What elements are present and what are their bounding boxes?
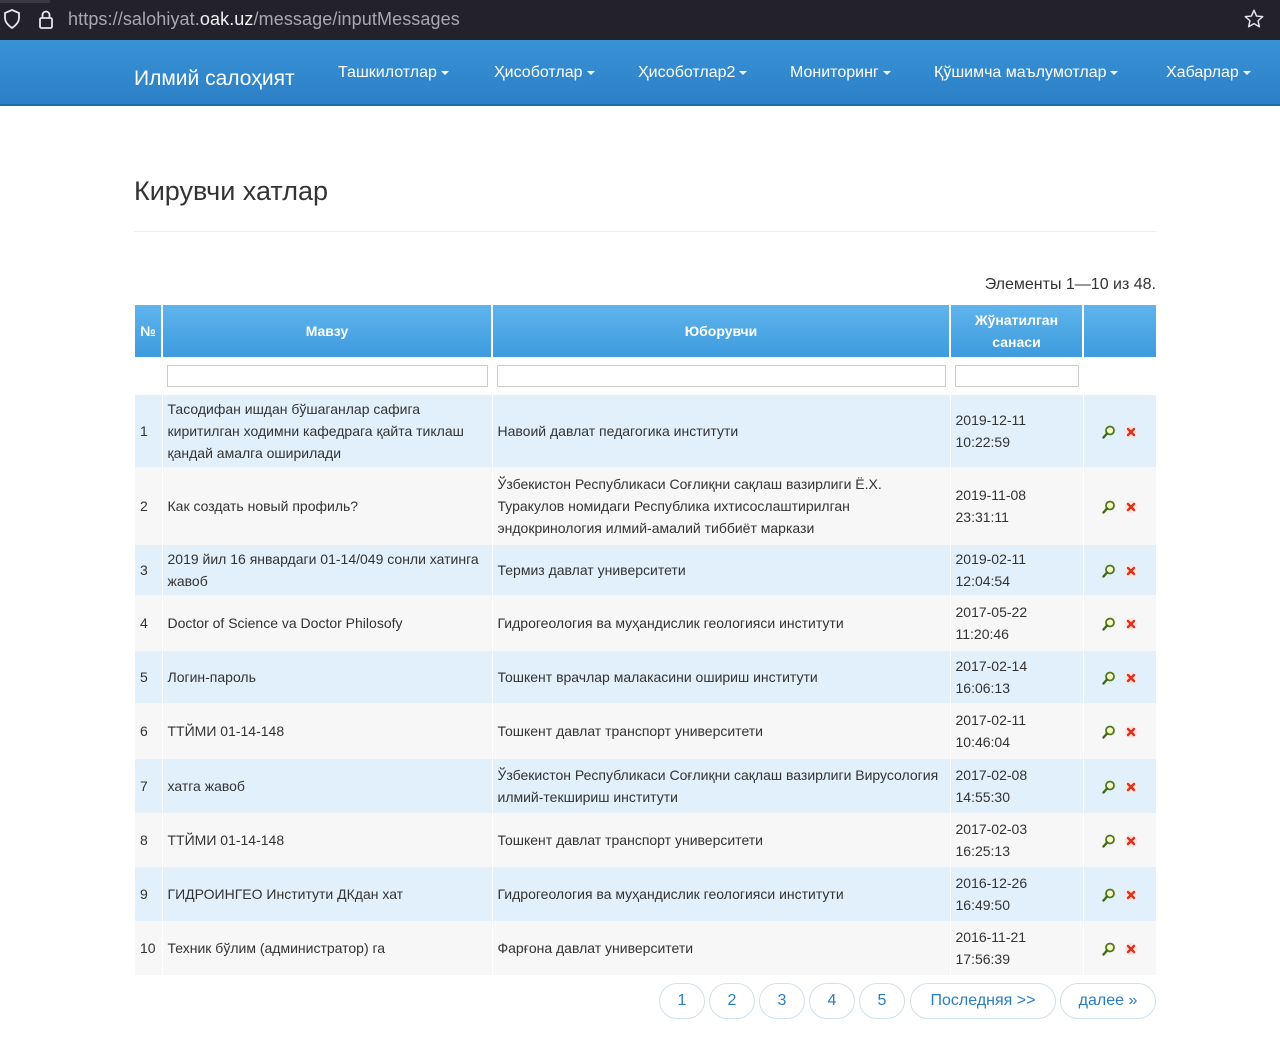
page-1-button[interactable]: 1 xyxy=(659,983,705,1019)
row-sender: Тошкент давлат транспорт университети xyxy=(492,703,950,759)
row-number: 7 xyxy=(135,759,162,813)
row-date-time: 16:25:13 xyxy=(955,843,1010,859)
row-date-day: 2017-05-22 xyxy=(955,604,1028,620)
row-date-day: 2019-02-11 xyxy=(955,551,1027,567)
filter-cell-empty xyxy=(135,357,162,395)
top-navbar xyxy=(0,40,1280,106)
nav-label: Мониторинг xyxy=(790,64,879,81)
page-5-button[interactable]: 5 xyxy=(859,983,905,1019)
row-date xyxy=(950,759,1083,813)
url-host: oak.uz xyxy=(199,9,254,29)
delete-cross-icon[interactable] xyxy=(1124,671,1138,685)
delete-cross-icon[interactable] xyxy=(1124,617,1138,631)
row-actions xyxy=(1083,867,1156,921)
row-actions xyxy=(1083,651,1156,703)
delete-cross-icon[interactable] xyxy=(1124,425,1138,439)
row-date-time: 11:20:46 xyxy=(955,626,1009,642)
row-date xyxy=(950,813,1083,867)
table-row xyxy=(135,867,1156,921)
delete-cross-icon[interactable] xyxy=(1124,725,1138,739)
row-date-day: 2016-11-21 xyxy=(955,929,1027,945)
messages-table xyxy=(135,305,1157,975)
caret-down-icon xyxy=(739,71,747,75)
row-actions xyxy=(1083,921,1156,975)
row-date xyxy=(950,703,1083,759)
row-date-day: 2017-02-14 xyxy=(955,658,1028,674)
nav-monitoring[interactable] xyxy=(790,64,891,82)
row-subject: ГИДРОИНГЕО Институти ДКдан хат xyxy=(162,867,492,921)
table-row xyxy=(135,545,1156,595)
row-date-day: 2019-11-08 xyxy=(955,487,1027,503)
view-magnifier-icon[interactable] xyxy=(1102,725,1116,739)
row-actions xyxy=(1083,467,1156,545)
row-date-day: 2019-12-11 xyxy=(955,412,1027,428)
table-row xyxy=(135,595,1156,651)
nav-label: Ҳисоботлар2 xyxy=(638,64,736,81)
row-date xyxy=(950,395,1083,467)
header-date-line1: Жўнатилган xyxy=(974,312,1059,328)
nav-label: Хабарлар xyxy=(1166,64,1239,81)
nav-label: Қўшимча маълумотлар xyxy=(934,64,1107,81)
row-sender: Ўзбекистон Республикаси Соғлиқни сақлаш вазирлиги Вирусология илмий-текшириш институти xyxy=(492,759,950,813)
column-header-sender[interactable]: Юборувчи xyxy=(492,305,950,357)
nav-label: Ташкилотлар xyxy=(338,64,437,81)
view-magnifier-icon[interactable] xyxy=(1102,888,1116,902)
view-magnifier-icon[interactable] xyxy=(1102,834,1116,848)
caret-down-icon xyxy=(883,71,891,75)
row-date xyxy=(950,921,1083,975)
row-sender: Тошкент врачлар малакасини ошириш институти xyxy=(492,651,950,703)
view-magnifier-icon[interactable] xyxy=(1102,500,1116,514)
next-page-button[interactable]: далее » xyxy=(1060,983,1156,1019)
last-page-button[interactable]: Последняя >> xyxy=(910,983,1056,1019)
delete-cross-icon[interactable] xyxy=(1124,834,1138,848)
row-subject: Техник бўлим (администратор) га xyxy=(162,921,492,975)
row-subject: Логин-пароль xyxy=(162,651,492,703)
row-number: 4 xyxy=(135,595,162,651)
row-date-time: 17:56:39 xyxy=(955,951,1010,967)
table-row xyxy=(135,467,1156,545)
row-date-time: 12:04:54 xyxy=(955,573,1010,589)
column-header-actions xyxy=(1083,305,1156,357)
nav-messages[interactable] xyxy=(1166,64,1251,82)
url-prefix: https://salohiyat. xyxy=(68,9,200,29)
caret-down-icon xyxy=(441,71,449,75)
page-4-button[interactable]: 4 xyxy=(809,983,855,1019)
shield-icon[interactable] xyxy=(4,9,20,29)
row-actions xyxy=(1083,595,1156,651)
row-date-time: 10:46:04 xyxy=(955,734,1010,750)
filter-cell-sender xyxy=(492,357,950,395)
delete-cross-icon[interactable] xyxy=(1124,942,1138,956)
lock-icon[interactable] xyxy=(38,9,54,29)
row-number: 8 xyxy=(135,813,162,867)
view-magnifier-icon[interactable] xyxy=(1102,425,1116,439)
row-sender: Ўзбекистон Республикаси Соғлиқни сақлаш вазирлиги Ё.Х. Туракулов номидаги Республика ихтисослаштирилган эндокринология илмий-амалий тиббиёт маркази xyxy=(492,467,950,545)
row-subject: хатга жавоб xyxy=(162,759,492,813)
table-row xyxy=(135,651,1156,703)
row-date xyxy=(950,867,1083,921)
row-actions xyxy=(1083,703,1156,759)
table-row xyxy=(135,395,1156,467)
column-header-date[interactable] xyxy=(950,305,1083,357)
view-magnifier-icon[interactable] xyxy=(1102,564,1116,578)
row-date xyxy=(950,545,1083,595)
row-date-time: 16:06:13 xyxy=(955,680,1010,696)
row-date-day: 2016-12-26 xyxy=(955,875,1028,891)
row-sender: Термиз давлат университети xyxy=(492,545,950,595)
row-date-time: 10:22:59 xyxy=(955,434,1010,450)
row-number: 3 xyxy=(135,545,162,595)
row-number: 2 xyxy=(135,467,162,545)
table-row xyxy=(135,813,1156,867)
column-header-subject[interactable]: Мавзу xyxy=(162,305,492,357)
view-magnifier-icon[interactable] xyxy=(1102,942,1116,956)
table-row xyxy=(135,703,1156,759)
table-row xyxy=(135,921,1156,975)
row-date-time: 16:49:50 xyxy=(955,897,1010,913)
nav-reports[interactable] xyxy=(494,64,595,82)
delete-cross-icon[interactable] xyxy=(1124,564,1138,578)
view-magnifier-icon[interactable] xyxy=(1102,617,1116,631)
row-number: 10 xyxy=(135,921,162,975)
caret-down-icon xyxy=(587,71,595,75)
address-bar[interactable] xyxy=(68,9,460,30)
page-2-button[interactable]: 2 xyxy=(709,983,755,1019)
row-date-time: 14:55:30 xyxy=(955,789,1010,805)
row-subject: 2019 йил 16 январдаги 01-14/049 сонли хатинга жавоб xyxy=(162,545,492,595)
row-date xyxy=(950,651,1083,703)
row-number: 5 xyxy=(135,651,162,703)
browser-toolbar xyxy=(0,0,1280,40)
row-subject: Тасодифан ишдан бўшаганлар сафига киритилган ходимни кафедрага қайта тиклаш қандай амалга оширилади xyxy=(162,395,492,467)
row-date-day: 2017-02-03 xyxy=(955,821,1028,837)
nav-organizations[interactable] xyxy=(338,64,449,82)
nav-additional-info[interactable] xyxy=(934,64,1118,82)
view-magnifier-icon[interactable] xyxy=(1102,780,1116,794)
row-actions xyxy=(1083,395,1156,467)
url-path: /message/inputMessages xyxy=(253,9,460,29)
view-magnifier-icon[interactable] xyxy=(1102,671,1116,685)
filter-cell-subject xyxy=(162,357,492,395)
row-actions xyxy=(1083,759,1156,813)
delete-cross-icon[interactable] xyxy=(1124,500,1138,514)
table-row xyxy=(135,759,1156,813)
row-sender: Гидрогеология ва муҳандислик геологияси институти xyxy=(492,867,950,921)
tab-indicator xyxy=(0,0,50,3)
delete-cross-icon[interactable] xyxy=(1124,780,1138,794)
subject-filter-input[interactable] xyxy=(167,365,488,387)
caret-down-icon xyxy=(1110,71,1118,75)
filter-cell-empty xyxy=(1083,357,1156,395)
row-number: 1 xyxy=(135,395,162,467)
row-sender: Тошкент давлат транспорт университети xyxy=(492,813,950,867)
row-date-day: 2017-02-11 xyxy=(955,712,1027,728)
row-subject: Doctor of Science va Doctor Philosofy xyxy=(162,595,492,651)
caret-down-icon xyxy=(1243,71,1251,75)
delete-cross-icon[interactable] xyxy=(1124,888,1138,902)
row-date xyxy=(950,595,1083,651)
sender-filter-input[interactable] xyxy=(497,365,946,387)
row-date-day: 2017-02-08 xyxy=(955,767,1028,783)
filter-cell-date xyxy=(950,357,1083,395)
brand-link[interactable]: Илмий салоҳият xyxy=(134,67,295,90)
page-title: Кирувчи хатлар xyxy=(134,176,328,206)
items-summary: Элементы 1—10 из 48. xyxy=(984,276,1156,293)
row-subject: ТТЙМИ 01-14-148 xyxy=(162,813,492,867)
row-number: 9 xyxy=(135,867,162,921)
date-filter-input[interactable] xyxy=(955,365,1079,387)
column-header-number[interactable]: № xyxy=(135,305,162,357)
row-actions xyxy=(1083,545,1156,595)
bookmark-star-icon[interactable] xyxy=(1243,8,1265,30)
row-sender: Гидрогеология ва муҳандислик геологияси институти xyxy=(492,595,950,651)
page-3-button[interactable]: 3 xyxy=(759,983,805,1019)
title-divider xyxy=(134,231,1156,232)
row-actions xyxy=(1083,813,1156,867)
row-number: 6 xyxy=(135,703,162,759)
row-date-time: 23:31:11 xyxy=(955,509,1009,525)
header-date-line2: санаси xyxy=(992,334,1041,350)
row-sender: Навоий давлат педагогика институти xyxy=(492,395,950,467)
row-subject: Как создать новый профиль? xyxy=(162,467,492,545)
row-sender: Фарғона давлат университети xyxy=(492,921,950,975)
nav-reports2[interactable] xyxy=(638,64,747,82)
row-date xyxy=(950,467,1083,545)
row-subject: ТТЙМИ 01-14-148 xyxy=(162,703,492,759)
nav-label: Ҳисоботлар xyxy=(494,64,583,81)
